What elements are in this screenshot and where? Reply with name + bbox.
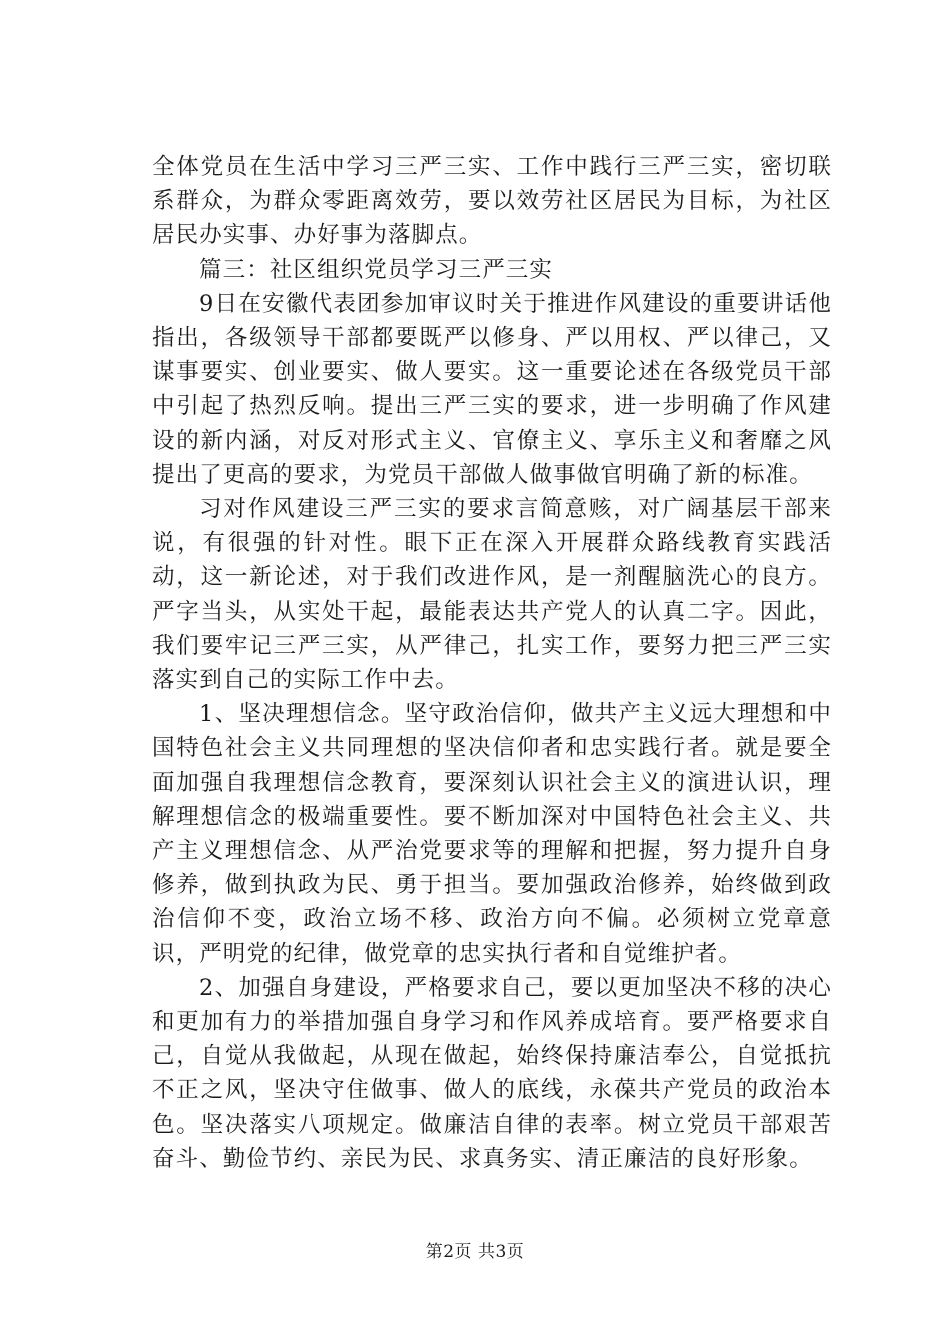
document-body: [152, 150, 832, 1176]
paragraph-1: 全体党员在生活中学习三严三实、工作中践行三严三实，密切联系群众，为群众零距离效劳，要以效劳社区居民为目标，为社区居民办实事、办好事为落脚点。: [152, 154, 832, 249]
paragraph-2: 9日在安徽代表团参加审议时关于推进作风建设的重要讲话他指出，各级领导干部都要既严以修身、严以用权、严以律己，又谋事要实、创业要实、做人要实。这一重要论述在各级党员干部中引起了热烈反响。提出三严三实的要求，进一步明确了作风建设的新内涵，对反对形式主义、官僚主义、享乐主义和奢靡之风提出了更高的要求，为党员干部做人做事做官明确了新的标准。: [152, 290, 832, 488]
section-heading: 篇三：社区组织党员学习三严三实: [199, 256, 554, 283]
paragraph-5: 2、加强自身建设，严格要求自己，要以更加坚决不移的决心和更加有力的举措加强自身学习和作风养成培育。要严格要求自己，自觉从我做起，从现在做起，始终保持廉洁奉公，自觉抵抗不正之风，坚决守住做事、做人的底线，永葆共产党员的政治本色。坚决落实八项规定。做廉洁自律的表率。树立党员干部艰苦奋斗、勤俭节约、亲民为民、求真务实、清正廉洁的良好形象。: [152, 974, 832, 1172]
paragraph-4: 1、坚决理想信念。坚守政治信仰，做共产主义远大理想和中国特色社会主义共同理想的坚决信仰者和忠实践行者。就是要全面加强自我理想信念教育，要深刻认识社会主义的演进认识，理解理想信念的极端重要性。要不断加深对中国特色社会主义、共产主义理想信念、从严治党要求等的理解和把握，努力提升自身修养，做到执政为民、勇于担当。要加强政治修养，始终做到政治信仰不变，政治立场不移、政治方向不偏。必须树立党章意识，严明党的纪律，做党章的忠实执行者和自觉维护者。: [152, 701, 832, 967]
page-footer: 第2页 共3页: [425, 1242, 525, 1262]
paragraph-3: 习对作风建设三严三实的要求言简意赅，对广阔基层干部来说，有很强的针对性。眼下正在深入开展群众路线教育实践活动，这一新论述，对于我们改进作风，是一剂醒脑洗心的良方。严字当头，从实处干起，最能表达共产党人的认真二字。因此，我们要牢记三严三实，从严律己，扎实工作，要努力把三严三实落实到自己的实际工作中去。: [152, 496, 832, 694]
